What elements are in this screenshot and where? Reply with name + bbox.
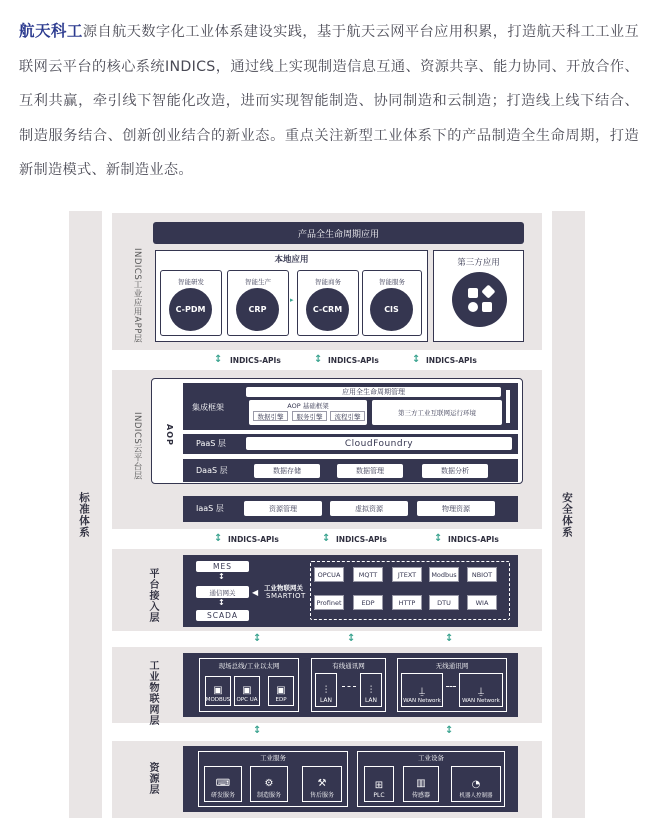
updown-arrow-icon: ↕ — [347, 633, 356, 644]
rd-service-icon: ⌨ 研发服务 — [204, 766, 242, 802]
wan-label: WAN Network — [462, 698, 500, 704]
paas-label: PaaS 层 — [196, 439, 226, 448]
daas-management: 数据管理 — [337, 464, 403, 478]
app-category-commerce: 智能商务 — [315, 278, 341, 286]
modbus-label: MODBUS — [205, 697, 231, 703]
mes-box: MES — [196, 561, 249, 572]
iaas-resource-mgmt: 资源管理 — [244, 501, 322, 516]
after-sales-label: 售后服务 — [309, 792, 334, 799]
daas-storage: 数据存储 — [254, 464, 320, 478]
app-category-service: 智能服务 — [379, 278, 405, 286]
api-row-1 — [210, 354, 510, 368]
rd-service-label: 研发服务 — [210, 792, 235, 799]
scroll-bar — [506, 390, 510, 423]
security-label: 安全体系 — [561, 492, 573, 538]
app-crp: CRP — [236, 288, 279, 331]
services-title: 工业服务 — [260, 754, 286, 762]
modbus-device-icon: ▣ MODBUS — [205, 676, 231, 706]
app-category-rd: 智能研发 — [178, 278, 204, 286]
lan-switch-icon: ⫶ LAN — [315, 673, 337, 707]
daas-analysis: 数据分析 — [422, 464, 488, 478]
updown-arrow-icon: ↕ — [253, 725, 262, 736]
api-row-2 — [210, 533, 510, 547]
iaas-physical: 物理资源 — [417, 501, 495, 516]
intro-paragraph — [19, 14, 639, 188]
updown-arrow-icon: ↕ — [445, 633, 454, 644]
api-label: INDICS-APIs — [336, 535, 387, 544]
edp-device-icon: ▣ EDP — [268, 676, 294, 706]
protocol-profinet: Profinet — [314, 595, 344, 610]
third-party-title: 第三方应用 — [457, 258, 500, 268]
updown-arrow-icon: ↕ — [314, 354, 323, 365]
plc-icon: ⊞ PLC — [364, 766, 394, 802]
flow-arrow-icon: ▸ — [290, 296, 294, 304]
app-category-production: 智能生产 — [245, 278, 271, 286]
app-layer-header: 产品全生命周期应用 — [153, 222, 524, 244]
api-label: INDICS-APIs — [426, 356, 477, 365]
updown-arrow-icon: ↕ — [322, 533, 331, 544]
wireless-title: 无线通讯网 — [435, 662, 469, 670]
dash-separator — [342, 686, 356, 687]
wan-antenna-icon: ⍊ WAN Network — [401, 673, 443, 707]
cloudfoundry: CloudFoundry — [246, 437, 512, 450]
updown-arrow-icon: ↕ — [434, 533, 443, 544]
link-arrow-icon: ◀ — [252, 588, 259, 597]
resource-layer-label: 资源层 — [147, 762, 158, 795]
protocol-modbus: Modbus — [429, 567, 459, 582]
app-layer-label: INDICS工业应用APP层 — [132, 248, 142, 343]
sensor-icon: ▥ 传感器 — [403, 766, 439, 802]
cloud-layer-label: INDICS云平台层 — [132, 412, 142, 481]
protocol-edp: EDP — [353, 595, 383, 610]
protocol-nbiot: NBIOT — [467, 567, 497, 582]
protocol-dtu: DTU — [429, 595, 459, 610]
robot-controller-icon: ◔ 机器人控制器 — [451, 766, 501, 802]
standards-label: 标准体系 — [78, 492, 90, 538]
smart-gateway-title: 工业物联网关 — [264, 584, 303, 592]
app-pdm: C-PDM — [169, 288, 212, 331]
protocol-http: HTTP — [392, 595, 422, 610]
lan-label: LAN — [319, 697, 333, 704]
updown-arrow-icon: ↕ — [214, 354, 223, 365]
daas-label: DaaS 层 — [196, 466, 228, 475]
service-engine: 服务引擎 — [292, 411, 327, 421]
protocol-wia: WIA — [467, 595, 497, 610]
protocol-opcua: OPCUA — [314, 567, 344, 582]
fieldbus-title: 现场总线/工业以太网 — [218, 662, 280, 670]
iaas-label: IaaS 层 — [196, 504, 224, 513]
equipment-title: 工业设备 — [418, 754, 444, 762]
wan-label: WAN Network — [403, 698, 441, 704]
framework-label: 集成框架 — [192, 403, 224, 412]
dash-separator — [446, 686, 456, 687]
iot-layer-label: 工业物联网层 — [147, 660, 158, 726]
updown-arrow-icon: ↕ — [445, 725, 454, 736]
updown-arrow-icon: ↕ — [412, 354, 421, 365]
opcua-label: OPC UA — [236, 697, 258, 703]
data-engine: 数据引擎 — [253, 411, 288, 421]
api-label: INDICS-APIs — [448, 535, 499, 544]
updown-arrow-icon: ↕ — [214, 533, 223, 544]
brand-name: 航天科工 — [19, 22, 83, 40]
after-sales-icon: ⚒ 售后服务 — [302, 766, 342, 802]
robot-controller-label: 机器人控制器 — [459, 793, 493, 799]
lan-switch-icon: ⫶ LAN — [360, 673, 382, 707]
gateway-box: 通信网关 — [196, 586, 249, 598]
iaas-virtual: 虚拟资源 — [330, 501, 408, 516]
third-party-apps-icon — [452, 272, 507, 327]
third-party-env: 第三方工业互联网运行环境 — [372, 400, 502, 425]
access-layer-label: 平台接入层 — [147, 568, 158, 623]
updown-arrow-icon: ↕ — [218, 598, 225, 607]
api-label: INDICS-APIs — [228, 535, 279, 544]
plc-label: PLC — [373, 792, 385, 799]
opcua-device-icon: ▣ OPC UA — [234, 676, 260, 706]
app-cis: CIS — [370, 288, 413, 331]
wired-title: 有线通讯网 — [332, 662, 365, 670]
sensor-label: 传感器 — [411, 792, 430, 799]
lan-label: LAN — [364, 697, 378, 704]
aop-label: AOP — [165, 424, 174, 446]
updown-arrow-icon: ↕ — [253, 633, 262, 644]
manufacturing-service-icon: ⚙ 制造服务 — [250, 766, 288, 802]
protocol-jtext: JTEXT — [392, 567, 422, 582]
scada-box: SCADA — [196, 610, 249, 621]
smart-gateway-name: SMARTIOT — [266, 592, 306, 600]
protocol-mqtt: MQTT — [353, 567, 383, 582]
wan-antenna-icon: ⍊ WAN Network — [459, 673, 503, 707]
lifecycle-mgmt: 应用全生命周期管理 — [246, 387, 501, 397]
api-label: INDICS-APIs — [230, 356, 281, 365]
aop-base-label: AOP 基础框架 — [287, 402, 329, 410]
intro-text: 源自航天数字化工业体系建设实践，基于航天云网平台应用积累，打造航天科工工业互联网云平台的核心系统INDICS，通过线上实现制造信息互通、资源共享、能力协同、开放合作、互利共赢，牵引线下智能化改造，进而实现智能制造、协同制造和云制造；打造线上线下结合、制造服务结合、创新创业结合的新业态。重点关注新型工业体系下的产品制造全生命周期，打造新制造模式、新制造业态。 — [19, 24, 639, 178]
api-label: INDICS-APIs — [328, 356, 379, 365]
edp-label: EDP — [275, 697, 287, 703]
process-engine: 流程引擎 — [330, 411, 365, 421]
app-crm: C-CRM — [306, 288, 349, 331]
updown-arrow-icon: ↕ — [218, 572, 225, 581]
manufacturing-service-label: 制造服务 — [256, 792, 281, 799]
local-apps-title: 本地应用 — [274, 255, 309, 265]
